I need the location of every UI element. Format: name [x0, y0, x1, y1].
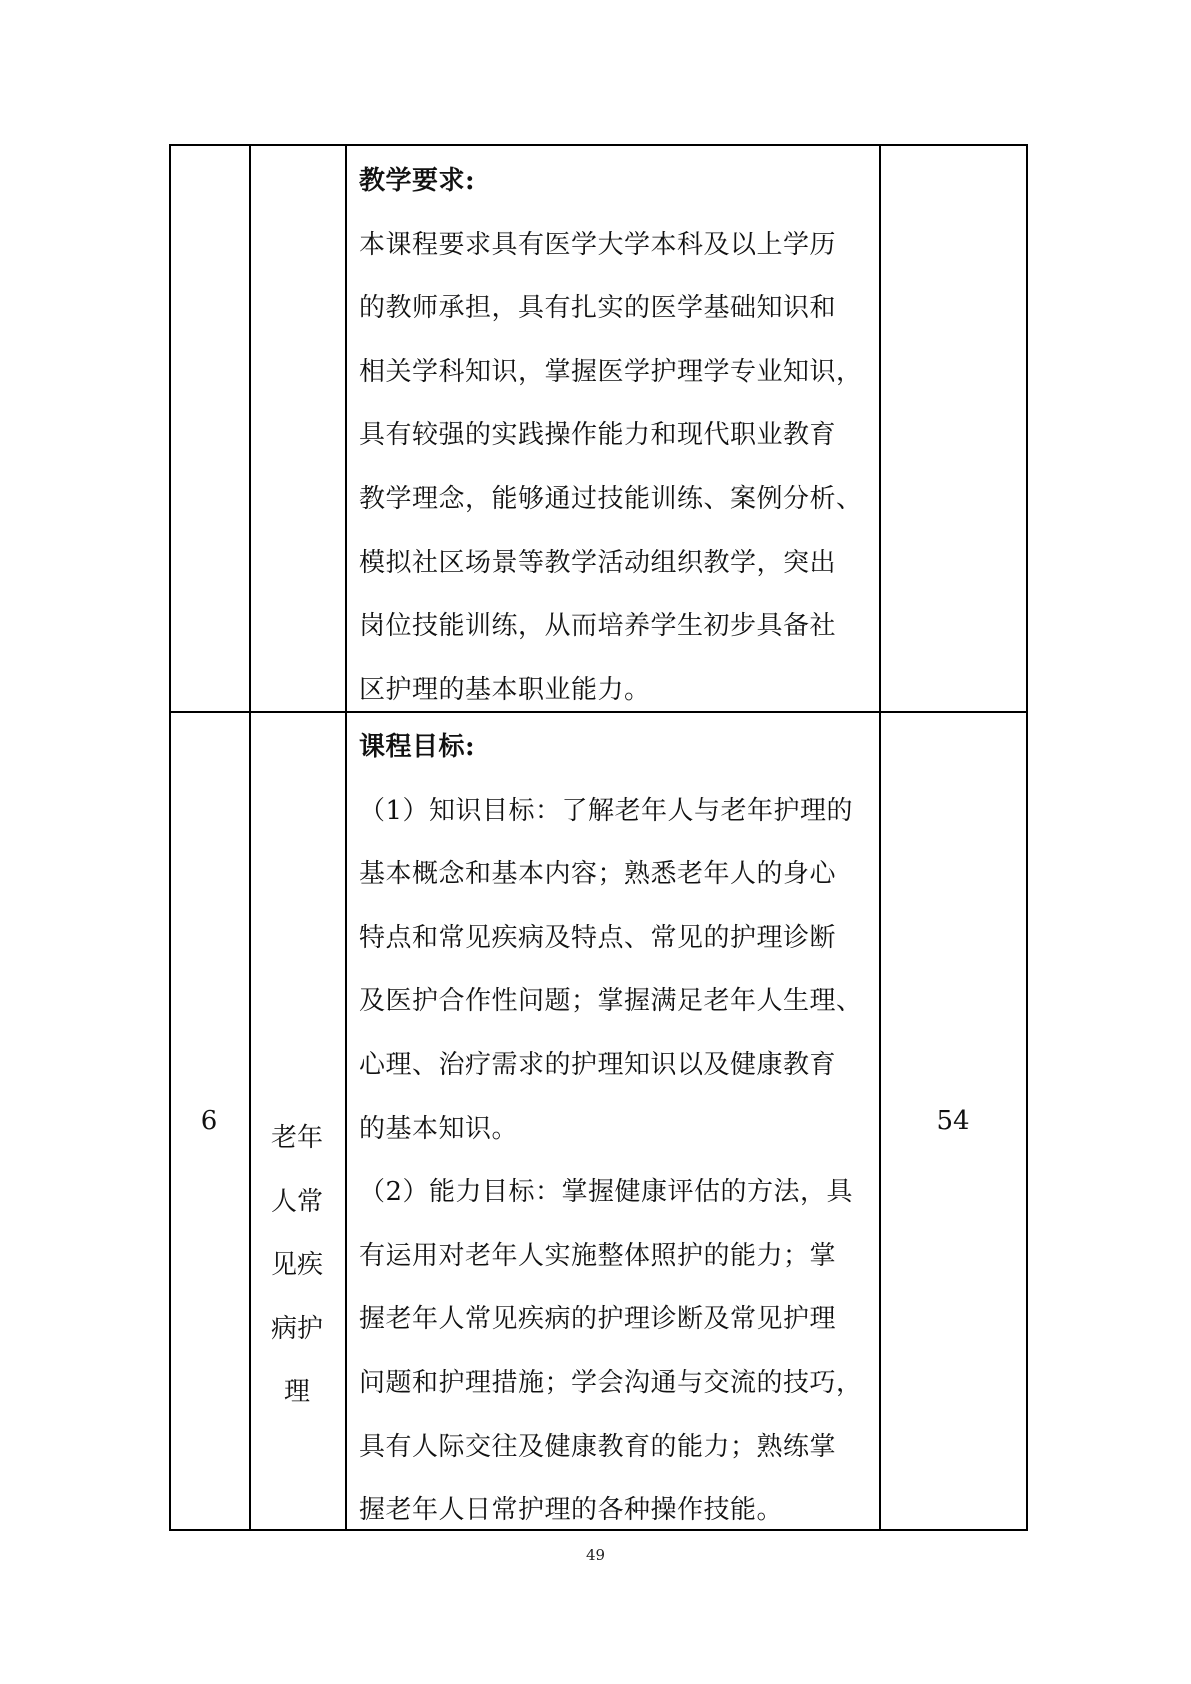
table-border-top: [169, 144, 1028, 146]
course-objectives-cell: [359, 716, 874, 1543]
row-number: 6: [200, 1105, 218, 1136]
text-line: 及医护合作性问题；掌握满足老年人生理、: [359, 986, 863, 1017]
hours-cell: [880, 712, 1026, 1529]
section-heading: 教学要求:: [359, 166, 476, 196]
column-divider: [345, 144, 347, 1531]
row-number-cell: [169, 712, 249, 1529]
course-hours: 54: [936, 1105, 970, 1136]
text-line: 心理、治疗需求的护理知识以及健康教育: [359, 1049, 837, 1080]
text-line: 岗位技能训练，从而培养学生初步具备社: [359, 611, 837, 642]
course-table: [169, 144, 1028, 1531]
course-name-line: 理: [283, 1377, 310, 1408]
table-border-right: [1026, 144, 1028, 1531]
section-heading: 课程目标:: [359, 732, 476, 762]
text-line: 教学理念，能够通过技能训练、案例分析、: [359, 483, 863, 514]
text-line: 相关学科知识，掌握医学护理学专业知识，: [359, 356, 863, 387]
course-name-line: 见疾: [270, 1250, 323, 1281]
text-line: 特点和常见疾病及特点、常见的护理诊断: [359, 922, 837, 953]
text-line: 本课程要求具有医学大学本科及以上学历: [359, 229, 837, 260]
course-name-cell: [249, 1107, 345, 1425]
text-line: 模拟社区场景等教学活动组织教学，突出: [359, 547, 837, 578]
course-name-line: 老年: [270, 1123, 323, 1153]
text-line: 具有人际交往及健康教育的能力；熟练掌: [359, 1431, 837, 1462]
text-line: 的基本知识。: [359, 1113, 519, 1144]
text-line: 握老年人常见疾病的护理诊断及常见护理: [359, 1304, 837, 1335]
text-line: 问题和护理措施；学会沟通与交流的技巧，: [359, 1367, 863, 1398]
teaching-requirements-cell: [359, 150, 874, 722]
text-line: 区护理的基本职业能力。: [359, 674, 651, 705]
text-line: 的教师承担，具有扎实的医学基础知识和: [359, 293, 837, 324]
course-name-line: 人常: [270, 1186, 323, 1217]
course-name-line: 病护: [270, 1313, 323, 1344]
text-line: （2）能力目标：掌握健康评估的方法，具: [359, 1177, 854, 1208]
text-line: 有运用对老年人实施整体照护的能力；掌: [359, 1240, 837, 1271]
page-number: 49: [585, 1546, 606, 1564]
text-line: 握老年人日常护理的各种操作技能。: [359, 1495, 784, 1526]
text-line: （1）知识目标：了解老年人与老年护理的: [359, 795, 854, 826]
text-line: 具有较强的实践操作能力和现代职业教育: [359, 420, 837, 451]
text-line: 基本概念和基本内容；熟悉老年人的身心: [359, 859, 837, 890]
